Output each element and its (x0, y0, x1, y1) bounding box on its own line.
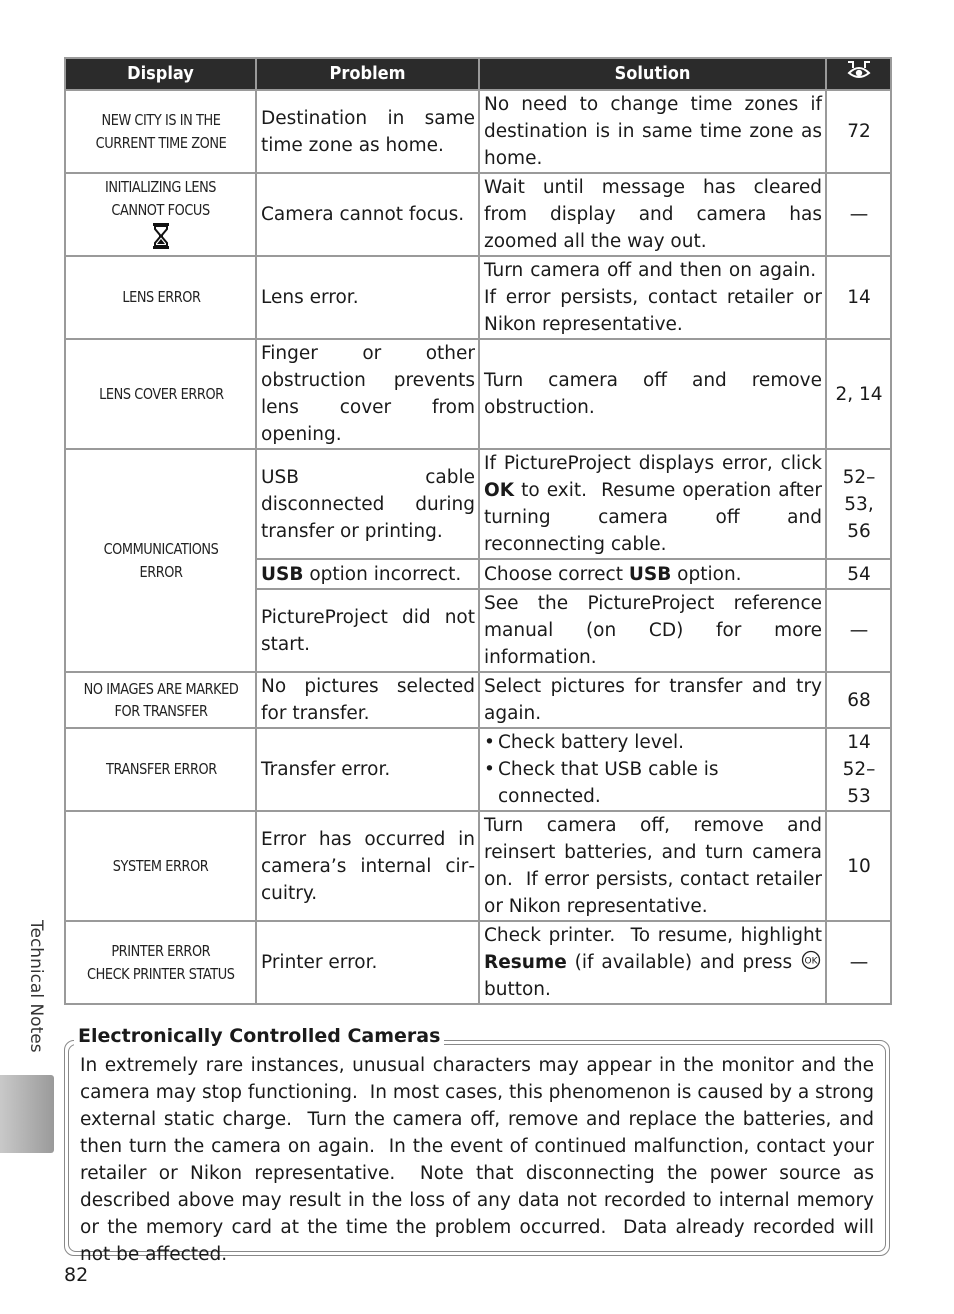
display-message: COMMUNICATIONS ERROR (65, 449, 256, 672)
page-reference: 68 (826, 672, 891, 728)
problem-cell: USB option incorrect. (256, 559, 479, 589)
page-reference: — (826, 173, 891, 256)
display-message: INITIALIZING LENS CANNOT FOCUS (65, 173, 256, 256)
eye-page-reference-icon (846, 59, 872, 81)
display-message: NEW CITY IS IN THE CURRENT TIME ZONE (65, 90, 256, 173)
problem-cell: No pictures selected for transfer. (256, 672, 479, 728)
page-reference: — (826, 921, 891, 1004)
solution-cell (479, 728, 826, 811)
header-display: Display (65, 58, 256, 90)
list-item: • Check battery level. (484, 729, 822, 756)
page-reference: 52–53, 56 (826, 449, 891, 559)
page-reference: 54 (826, 559, 891, 589)
page-reference: 14 52–53 (826, 728, 891, 811)
problem-cell: Camera cannot focus. (256, 173, 479, 256)
display-message: PRINTER ERROR CHECK PRINTER STATUS (65, 921, 256, 1004)
problem-cell: Destination in same time zone as home. (256, 90, 479, 173)
note-body: In extremely rare instances, unusual characters may appear in the monitor and the camera may stop functioning. In most cases, this phenomenon is caused by a strong external static charge. Turn the camera off, remove and replace the batteries, and then turn the camera on again. In the event of continued malfunction, contact your retailer or Nikon representative. Note that disconnecting the power source as described above may result in the loss of any data not recorded to internal memory or the memory card at the time the problem occurred. Data already recorded will not be affected. (80, 1055, 874, 1265)
table-row (65, 339, 891, 449)
table-row (65, 173, 891, 256)
problem-cell: Lens error. (256, 256, 479, 339)
solution-cell: See the PictureProject reference manual (on CD) for more information. (479, 589, 826, 672)
section-thumb-tab (0, 1075, 54, 1153)
note-title: Electronically Controlled Cameras (74, 1023, 444, 1049)
header-problem: Problem (256, 58, 479, 90)
table-row (65, 449, 891, 559)
table-row (65, 672, 891, 728)
solution-cell: Check printer. To resume, highlight Resume (if available) and press OK button. (479, 921, 826, 1004)
solution-cell: Select pictures for transfer and try again. (479, 672, 826, 728)
page-reference: 10 (826, 811, 891, 921)
problem-cell: Error has occurred in camera’s internal circuitry. (256, 811, 479, 921)
solution-cell: Turn camera off and remove obstruction. (479, 339, 826, 449)
display-message: NO IMAGES ARE MARKED FOR TRANSFER (65, 672, 256, 728)
page-reference: — (826, 589, 891, 672)
svg-text:OK: OK (804, 956, 818, 967)
solution-cell: No need to change time zones if destination is in same time zone as home. (479, 90, 826, 173)
page-reference: 72 (826, 90, 891, 173)
solution-cell: Turn camera off, remove and reinsert batteries, and turn camera on. If error persists, contact retailer or Nikon representative. (479, 811, 826, 921)
hourglass-icon (152, 223, 170, 249)
header-solution: Solution (479, 58, 826, 90)
solution-cell: Wait until message has cleared from display and camera has zoomed all the way out. (479, 173, 826, 256)
header-page-reference (826, 58, 891, 90)
problem-cell: Printer error. (256, 921, 479, 1004)
display-message: LENS ERROR (65, 256, 256, 339)
table-row (65, 811, 891, 921)
page-number: 82 (64, 1264, 89, 1286)
display-message: SYSTEM ERROR (65, 811, 256, 921)
problem-cell: Transfer error. (256, 728, 479, 811)
solution-bullet-list (484, 729, 822, 810)
list-item: • Check that USB cable is connected. (484, 756, 822, 810)
page-reference: 14 (826, 256, 891, 339)
ok-button-icon (801, 950, 821, 970)
problem-cell: Finger or other obstruction prevents lens cover from opening. (256, 339, 479, 449)
solution-cell: Choose correct USB option. (479, 559, 826, 589)
table-row (65, 90, 891, 173)
display-message: LENS COVER ERROR (65, 339, 256, 449)
display-message: TRANSFER ERROR (65, 728, 256, 811)
table-header-row (65, 58, 891, 90)
section-side-label: Technical Notes (26, 920, 46, 1053)
solution-cell: If PictureProject displays error, click OK to exit. Resume operation after turning camera off and reconnecting cable. (479, 449, 826, 559)
table-row (65, 728, 891, 811)
table-row (65, 256, 891, 339)
problem-cell: PictureProject did not start. (256, 589, 479, 672)
page-reference: 2, 14 (826, 339, 891, 449)
problem-cell: USB cable disconnected during transfer or printing. (256, 449, 479, 559)
table-row (65, 921, 891, 1004)
solution-cell: Turn camera off and then on again. If error persists, contact retailer or Nikon representative. (479, 256, 826, 339)
error-messages-table (64, 57, 892, 1005)
